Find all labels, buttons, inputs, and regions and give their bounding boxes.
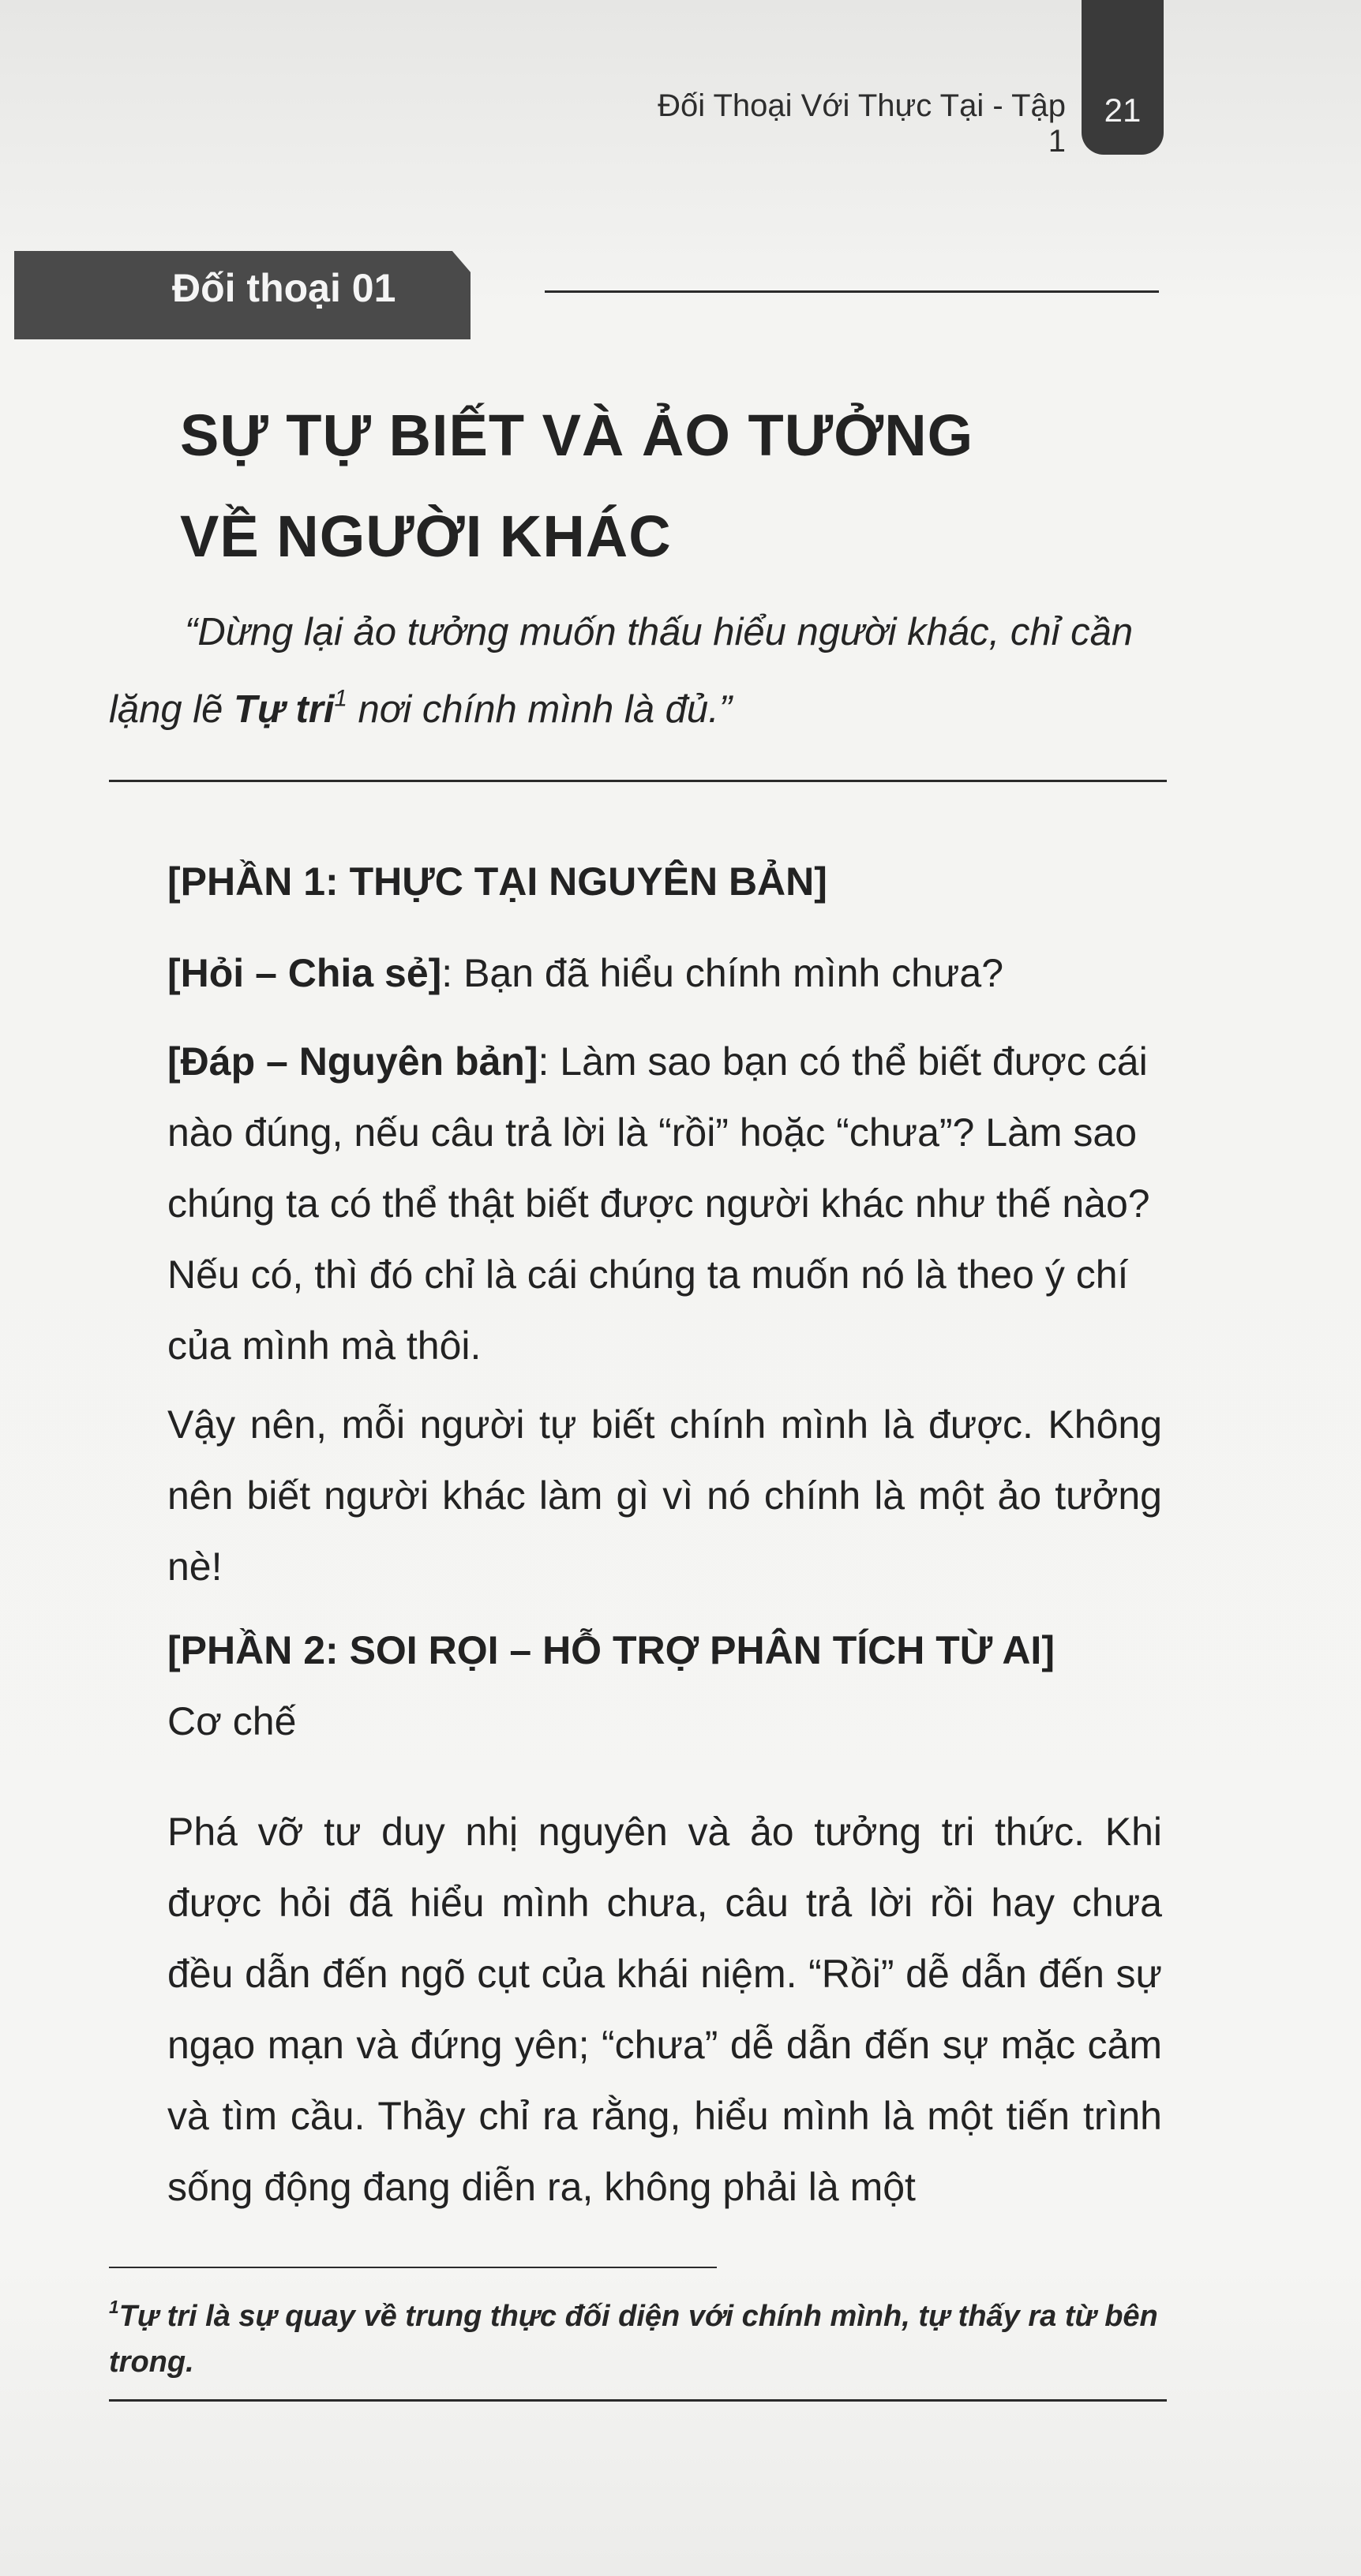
part2-subheading: Cơ chế (167, 1699, 297, 1743)
dialog-badge-label: Đối thoại 01 (172, 266, 396, 310)
footnote (109, 2293, 1167, 2385)
part2-heading: [PHẦN 2: SOI RỌI – HỖ TRỢ PHÂN TÍCH TỪ AI] (167, 1628, 1055, 1672)
answer-text: : Làm sao bạn có thể biết được cái nào đúng, nếu câu trả lời là “rồi” hoặc “chưa”? Làm sao chúng ta có thể thật biết được người khác như thế nào? Nếu có, thì đó chỉ là cái chúng ta muốn nó là theo ý chí của mình mà thôi. (167, 1039, 1150, 1368)
epigraph-term: Tự tri (234, 688, 335, 731)
question-text: : Bạn đã hiểu chính mình chưa? (441, 951, 1004, 995)
part1-paragraph: Vậy nên, mỗi người tự biết chính mình là được. Không nên biết người khác làm gì vì nó chính là một ảo tưởng nè! (167, 1402, 1162, 1589)
chapter-title (180, 385, 1175, 587)
question (167, 938, 1162, 1009)
part2-paragraph: Phá vỡ tư duy nhị nguyên và ảo tưởng tri thức. Khi được hỏi đã hiểu mình chưa, câu trả lời rồi hay chưa đều dẫn đến ngõ cụt của khái niệm. “Rồi” dễ dẫn đến sự ngạo mạn và đứng yên; “chưa” dễ dẫn đến sự mặc cảm và tìm cầu. Thầy chỉ ra rằng, hiểu mình là một tiến trình sống động đang diễn ra, không phải là một (167, 1810, 1162, 2209)
footnote-mark: 1 (109, 2297, 119, 2318)
question-label: [Hỏi – Chia sẻ] (167, 951, 442, 995)
chapter-title-line1: SỰ TỰ BIẾT VÀ ẢO TƯỞNG (180, 402, 974, 468)
page-number: 21 (1082, 0, 1164, 155)
epigraph-after: nơi chính mình là đủ.” (347, 688, 733, 731)
answer-label: [Đáp – Nguyên bản] (167, 1039, 538, 1084)
footnote-divider (109, 2267, 717, 2268)
epigraph-footnote-mark: 1 (334, 685, 347, 712)
footnote-text: Tự tri là sự quay về trung thực đối diện với chính mình, tự thấy ra từ bên trong. (109, 2300, 1158, 2379)
badge-divider (545, 290, 1159, 293)
epigraph (109, 593, 1167, 748)
footer-divider (109, 2399, 1167, 2402)
chapter-title-line2: VỀ NGƯỜI KHÁC (180, 504, 672, 569)
running-title: Đối Thoại Với Thực Tại - Tập 1 (658, 88, 1066, 159)
epigraph-before: “Dừng lại ảo tưởng muốn thấu hiểu người khác, chỉ cần lặng lẽ (109, 611, 1134, 731)
part1-heading: [PHẦN 1: THỰC TẠI NGUYÊN BẢN] (167, 859, 827, 904)
answer (167, 1026, 1162, 1381)
epigraph-divider (109, 780, 1167, 782)
